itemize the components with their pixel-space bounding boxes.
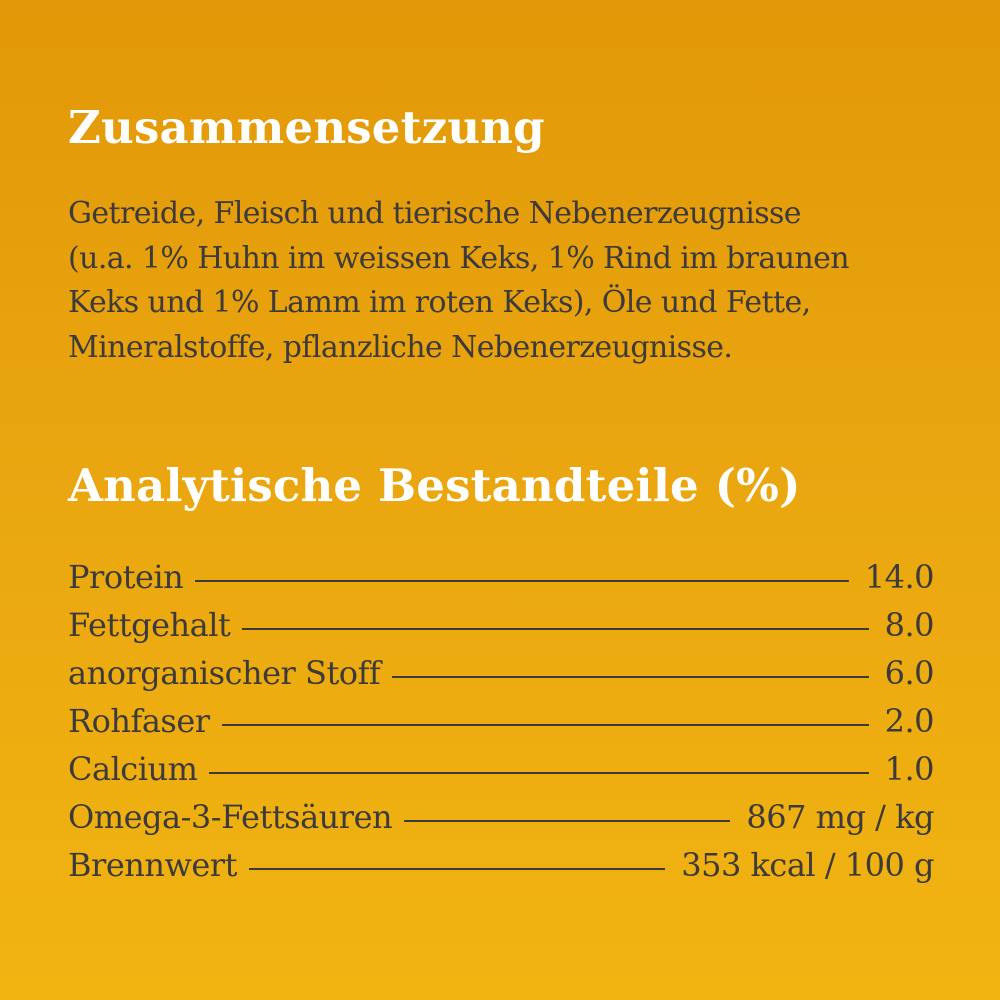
composition-heading: Zusammensetzung [68,101,545,154]
leader-line [209,772,868,774]
analysis-value: 6.0 [884,654,934,692]
analysis-row-fibre [68,697,934,745]
composition-line: Keks und 1% Lamm im roten Keks), Öle und Fette, [68,285,811,321]
analysis-value: 2.0 [884,702,934,740]
leader-line [392,676,868,678]
analysis-label: Rohfaser [68,702,210,740]
analysis-label: Omega-3-Fettsäuren [68,798,393,836]
analysis-label: Brennwert [68,846,237,884]
analysis-row-fat [68,601,934,649]
analysis-row-calcium [68,745,934,793]
analysis-value: 1.0 [884,750,934,788]
analysis-row-energy [68,841,934,889]
analysis-table [68,553,934,889]
composition-line: Getreide, Fleisch und tierische Nebenerzeugnisse [68,196,801,231]
composition-line: Mineralstoffe, pflanzliche Nebenerzeugnisse. [68,329,733,365]
analysis-label: Protein [68,558,184,596]
analysis-value: 353 kcal / 100 g [681,846,934,884]
leader-line [249,868,665,870]
analysis-value: 867 mg / kg [746,798,934,836]
analysis-row-omega3 [68,793,934,841]
analysis-row-protein [68,553,934,601]
analysis-value: 8.0 [884,606,934,644]
leader-line [195,580,849,582]
composition-line: (u.a. 1% Huhn im weissen Keks, 1% Rind im braunen [68,240,850,276]
composition-text [68,192,934,370]
analysis-heading: Analytische Bestandteile (%) [68,459,801,512]
analysis-label: Calcium [68,750,198,788]
analysis-row-ash [68,649,934,697]
analysis-label: anorganischer Stoff [68,654,381,692]
analysis-label: Fettgehalt [68,606,231,644]
leader-line [222,724,869,726]
leader-line [404,820,730,822]
analysis-value: 14.0 [864,558,934,596]
leader-line [242,628,868,630]
